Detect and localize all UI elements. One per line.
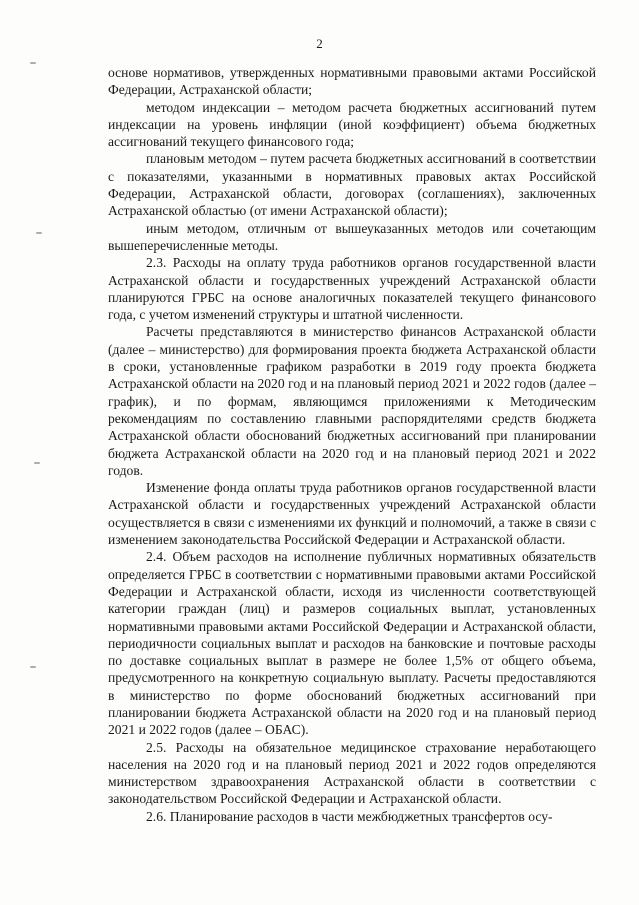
scan-mark <box>36 232 42 234</box>
scan-mark <box>30 62 36 64</box>
scan-mark <box>30 666 36 668</box>
page-number: 2 <box>316 36 323 51</box>
paragraph: Расчеты представляются в министерство финансов Астраханской области (далее – министерство) для формирования проекта бюджета Астраханской области в сроки, установленные графиком разработки в 2019 году проекта бюджета Астраханской области на 2020 год и на плановый период 2021 и 2022 годов (далее – график), и по формам, являющимся приложениями к Методическим рекомендациям по составлению главными распорядителями средств бюджета Астраханской области обоснований бюджетных ассигнований при планировании бюджета Астраханской области на 2020 год и на плановый период 2021 и 2022 годов. <box>108 324 596 478</box>
paragraph: иным методом, отличным от вышеуказанных методов или сочетающим вышеперечисленные методы. <box>108 220 596 253</box>
paragraph: 2.5. Расходы на обязательное медицинское страхование неработающего населения на 2020 год и на плановый период 2021 и 2022 годов определяются министерством здравоохранения Астраханской области в соответствии с законодательством Российской Федерации и Астраханской области. <box>108 739 596 807</box>
paragraph: плановым методом – путем расчета бюджетных ассигнований в соответствии с показателями, указанными в нормативных правовых актах Российской Федерации, Астраханской области, договорах (соглашениях), заключенных Астраханской областью (от имени Астраханской области); <box>108 151 596 219</box>
document-body <box>108 64 596 825</box>
paragraph: основе нормативов, утвержденных нормативными правовыми актами Российской Федерации, Астраханской области; <box>108 65 596 98</box>
paragraph: 2.4. Объем расходов на исполнение публичных нормативных обязательств определяется ГРБС в соответствии с нормативными правовыми актами Российской Федерации и Астраханской области, исходя из численности соответствующей категории граждан (лиц) и размеров социальных выплат, установленных нормативными правовыми актами Российской Федерации и Астраханской области, периодичности социальных выплат и расходов на банковские и почтовые расходы по доставке социальных выплат в размере не более 1,5% от общего объема, предусмотренного на конкретную социальную выплату. Расчеты предоставляются в министерство по форме обоснований бюджетных ассигнований при планировании бюджета Астраханской области на 2020 год и на плановый период 2021 и 2022 годов (далее – ОБАС). <box>108 549 596 738</box>
paragraph: Изменение фонда оплаты труда работников органов государственной власти Астраханской области и государственных учреждений Астраханской области осуществляется в связи с изменениями их функций и полномочий, а также в связи с изменением законодательства Российской Федерации и Астраханской области. <box>108 480 596 548</box>
scan-mark <box>34 462 40 464</box>
paragraph: 2.6. Планирование расходов в части межбюджетных трансфертов осу- <box>146 808 553 824</box>
paragraph: методом индексации – методом расчета бюджетных ассигнований путем индексации на уровень инфляции (иной коэффициент) объема бюджетных ассигнований текущего финансового года; <box>108 99 596 150</box>
paragraph: 2.3. Расходы на оплату труда работников органов государственной власти Астраханской области и государственных учреждений Астраханской области планируются ГРБС на основе аналогичных показателей текущего финансового года, с учетом изменений структуры и штатной численности. <box>108 255 596 323</box>
